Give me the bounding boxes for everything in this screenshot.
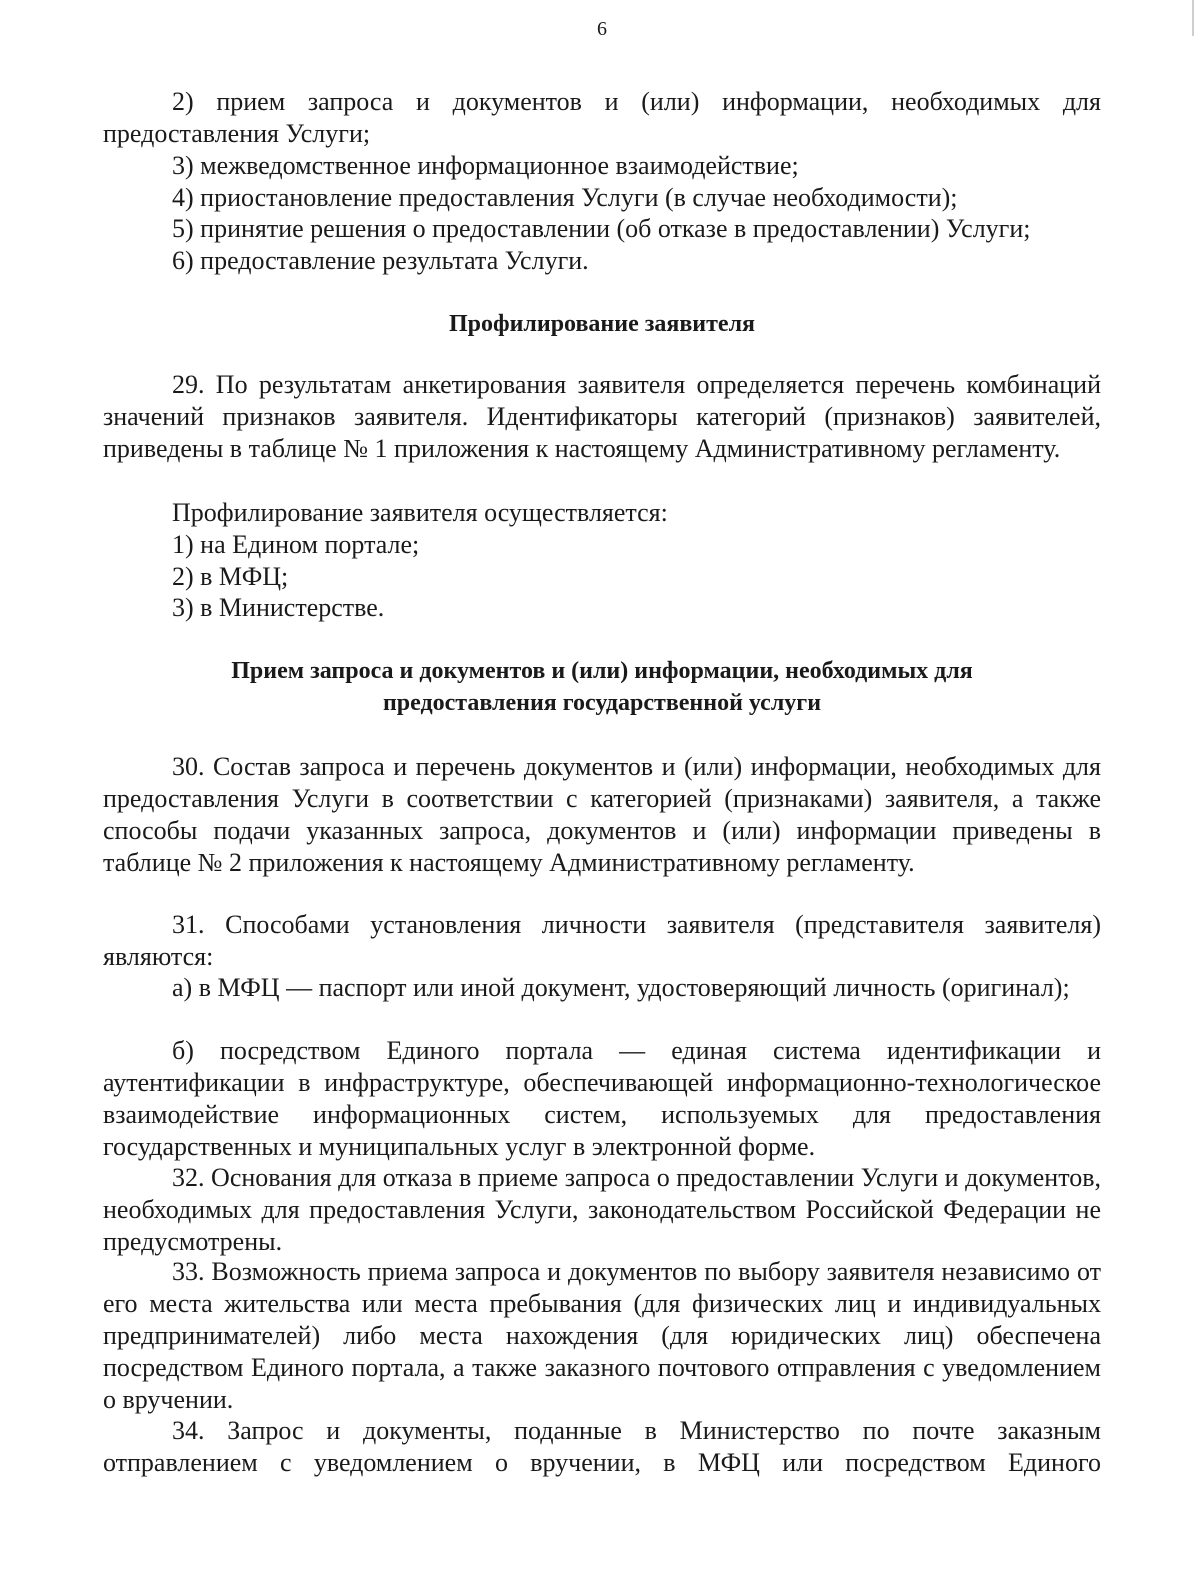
paragraph-31: 31. Способами установления личности заявителя (представителя заявителя) являются: bbox=[103, 910, 1101, 971]
page-number: 6 bbox=[597, 18, 607, 40]
paragraph-29: 29. По результатам анкетирования заявителя определяется перечень комбинаций значений признаков заявителя. Идентификаторы категорий (признаков) заявителей, приведены в таблице № 1 приложения к настоящему Административному регламенту. bbox=[103, 370, 1101, 463]
list-item-2: 2) прием запроса и документов и (или) информации, необходимых для предоставления Услуги; bbox=[103, 87, 1101, 148]
paragraph-31a: а) в МФЦ — паспорт или иной документ, удостоверяющий личность (оригинал); bbox=[172, 973, 1070, 1002]
list-item-mfc: 2) в МФЦ; bbox=[172, 562, 289, 591]
paragraph-32: 32. Основания для отказа в приеме запроса о предоставлении Услуги и документов, необходимых для предоставления Услуги, законодательством Российской Федерации не предусмотрены. bbox=[103, 1163, 1101, 1256]
section-heading-profiling: Профилирование заявителя bbox=[448, 311, 756, 337]
paragraph-30: 30. Состав запроса и перечень документов и (или) информации, необходимых для предоставления Услуги в соответствии с категорией (признаками) заявителя, а также способы подачи указанных запроса, документов и (или) информации приведены в таблице № 2 приложения к настоящему Административному регламенту. bbox=[103, 752, 1101, 877]
list-item-6: 6) предоставление результата Услуги. bbox=[172, 246, 589, 275]
paragraph-34: 34. Запрос и документы, поданные в Министерство по почте заказным отправлением с уведомлением о вручении, в МФЦ или посредством Единого bbox=[103, 1416, 1101, 1477]
paragraph-29-intro: Профилирование заявителя осуществляется: bbox=[172, 498, 668, 527]
scan-edge-mark bbox=[1192, 0, 1194, 36]
list-item-ministry: 3) в Министерстве. bbox=[172, 593, 385, 622]
list-item-5: 5) принятие решения о предоставлении (об отказе в предоставлении) Услуги; bbox=[172, 214, 1031, 243]
list-item-4: 4) приостановление предоставления Услуги (в случае необходимости); bbox=[172, 183, 958, 212]
list-item-3: 3) межведомственное информационное взаимодействие; bbox=[172, 151, 799, 180]
document-page bbox=[103, 0, 1101, 1572]
section-heading-reception: Прием запроса и документов и (или) информации, необходимых для предоставления государственной услуги bbox=[231, 658, 973, 716]
paragraph-31b: б) посредством Единого портала — единая система идентификации и аутентификации в инфраструктуре, обеспечивающей информационно-технологическое взаимодействие информационных систем, используемых для предоставления государственных и муниципальных услуг в электронной форме. bbox=[103, 1036, 1101, 1161]
list-item-portal: 1) на Едином портале; bbox=[172, 530, 420, 559]
paragraph-33: 33. Возможность приема запроса и документов по выбору заявителя независимо от его места жительства или места пребывания (для физических лиц и индивидуальных предпринимателей) либо места нахождения (для юридических лиц) обеспечена посредством Единого портала, а также заказного почтового отправления с уведомлением о вручении. bbox=[103, 1257, 1101, 1414]
